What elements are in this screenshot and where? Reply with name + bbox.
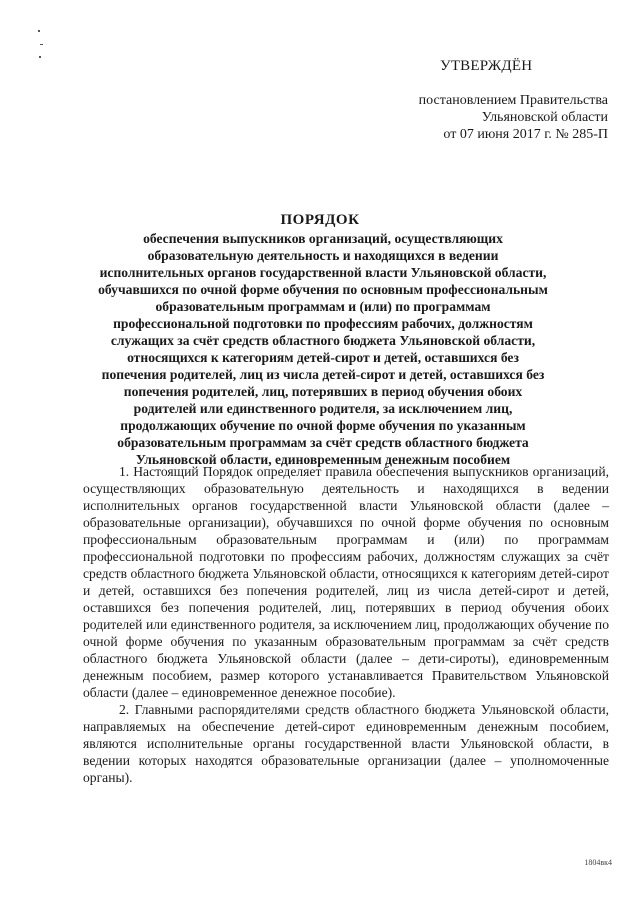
- approval-line: постановлением Правительства: [418, 93, 608, 108]
- document-title: ПОРЯДОК: [280, 212, 360, 228]
- approval-reference: [348, 92, 608, 143]
- paragraph-1: 1. Настоящий Порядок определяет правила обеспечения выпускников организаций, осуществляющих образовательную деятельность и находящихся в ведении исполнительных органов государственной власти Ульяновской области (далее – образовательные организации), обучавшихся по очной форме обучения по основным профессиональным образовательным программам и (или) по программам профессиональной подготовки по профессиям рабочих, должностям служащих за счёт средств областного бюджета Ульяновской области, относящихся к категориям детей-сирот и детей, оставшихся без попечения родителей, лиц из числа детей-сирот и детей, оставшихся без попечения родителей, лиц, потерявших в период обучения обоих родителей или единственного родителя, за исключением лиц, продолжающих обучение по очной форме обучения по указанным образовательным программам за счёт средств областного бюджета Ульяновской области (далее – дети-сироты), единовременным денежным пособием, размер которого устанавливается Правительством Ульяновской области (далее – единовременное денежное пособие).: [83, 464, 609, 700]
- approval-line: от 07 июня 2017 г. № 285-П: [443, 127, 608, 142]
- document-body: [83, 463, 609, 786]
- paragraph-2: 2. Главными распорядителями средств областного бюджета Ульяновской области, направляемых на обеспечение детей-сирот единовременным денежным пособием, являются исполнительные органы государственной власти Ульяновской области, в ведении которых находятся образовательные организации (далее – уполномоченные органы).: [83, 702, 609, 785]
- approval-line: Ульяновской области: [481, 110, 608, 125]
- footer-code: 1804вк4: [584, 858, 612, 867]
- scan-mark: [40, 44, 43, 45]
- scan-mark: [39, 56, 41, 58]
- scan-mark: [38, 30, 40, 32]
- document-subtitle: обеспечения выпускников организаций, осуществляющих образовательную деятельность и находящихся в ведении исполнительных органов государственной власти Ульяновской области, обучавшихся по очной форме обучения по основным профессиональным образовательным программам и (или) по программам профессиональной подготовки по профессиям рабочих, должностям служащих за счёт средств областного бюджета Ульяновской области, относящихся к категориям детей-сирот и детей, оставшихся без попечения родителей, лиц из числа детей-сирот и детей, оставшихся без попечения родителей, лиц, потерявших в период обучения обоих родителей или единственного родителя, за исключением лиц, продолжающих обучение по очной форме обучения по указанным образовательным программам за счёт средств областного бюджета Ульяновской области, единовременным денежным пособием: [98, 231, 548, 467]
- approved-heading: УТВЕРЖДЁН: [440, 58, 533, 74]
